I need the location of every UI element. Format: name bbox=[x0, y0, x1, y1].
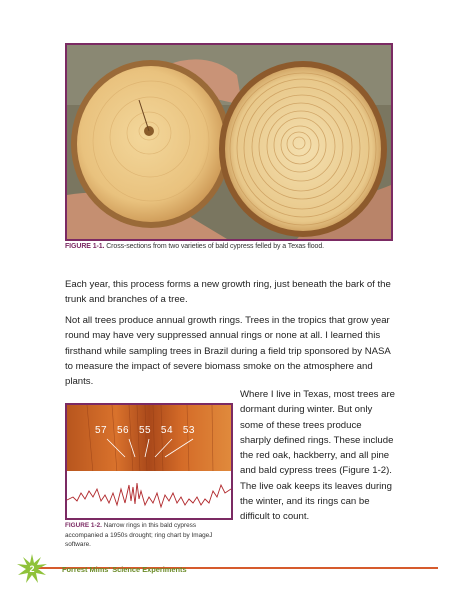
ring-label-55: 55 bbox=[138, 425, 152, 436]
ring-chart-illustration bbox=[67, 405, 231, 518]
body-paragraph-1: Each year, this process forms a new growth ring, just beneath the bark of the trunk and branches of a tree. bbox=[65, 279, 391, 306]
figure-label: FIGURE 1-2. bbox=[65, 522, 102, 529]
figure-label: FIGURE 1-1. bbox=[65, 243, 105, 250]
cross-sections-illustration bbox=[67, 45, 391, 239]
body-paragraph-2: Not all trees produce annual growth rings. Trees in the tropics that grow year round may have very suppressed annual rings or none at all. I learned this firsthand while sampling trees in Brazil during a field trip sponsored by NASA to measure the impact of severe biomass smoke on the atmosphere and plants. bbox=[65, 315, 391, 388]
figure-1-1-caption bbox=[65, 243, 405, 250]
page-number: 2 bbox=[29, 564, 35, 574]
caption-text: Cross-sections from two varieties of bald cypress felled by a Texas flood. bbox=[106, 243, 324, 250]
footer-title: Forrest Mims' Science Experiments bbox=[62, 565, 187, 574]
figure-1-1-photo bbox=[65, 43, 393, 241]
figure-1-2-caption bbox=[65, 521, 235, 550]
ring-label-54: 54 bbox=[160, 425, 174, 436]
ring-year-labels bbox=[95, 425, 195, 436]
ring-label-56: 56 bbox=[116, 425, 130, 436]
caption-text: Narrow rings in this bald cypress accompanied a 1950s drought; ring chart by ImageJ software. bbox=[65, 522, 213, 548]
ring-label-57: 57 bbox=[95, 425, 108, 436]
figure-1-2-ring-chart bbox=[65, 403, 233, 520]
ring-label-53: 53 bbox=[182, 425, 195, 436]
body-paragraph-3: Where I live in Texas, most trees are dormant during winter. But only some of these trees produce sharply defined rings. These include the red oak, hackberry, and all pine and bald cypress trees (Figure 1-2). The live oak keeps its leaves during the winter, and its rings can be difficult to count. bbox=[240, 389, 395, 523]
